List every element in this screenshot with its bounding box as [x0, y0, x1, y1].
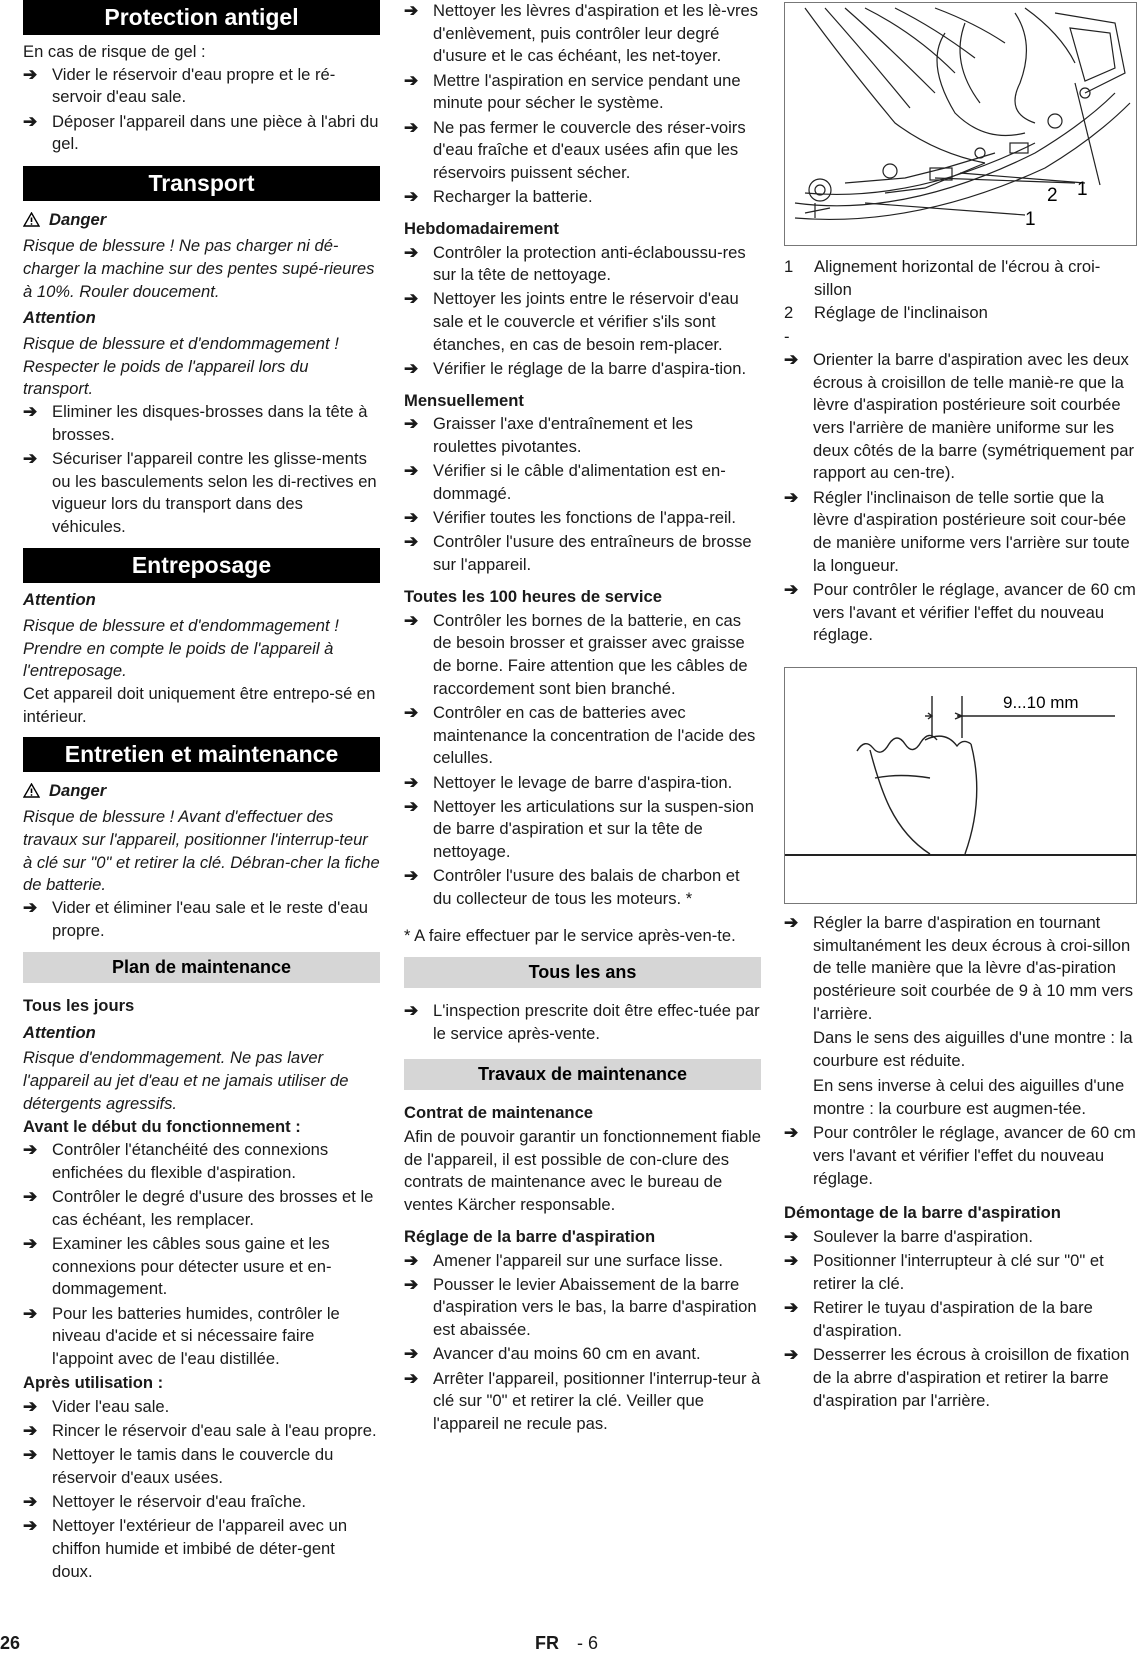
note-clockwise: Dans le sens des aiguilles d'une montre : la courbure est réduite. — [813, 1028, 1133, 1071]
storage-attention-text: Risque de blessure et d'endommagement ! Prendre en compte le poids de l'appareil à l'entreposage. — [23, 616, 339, 681]
list-item: ➔ Nettoyer les lèvres d'aspiration et les lè-vres d'enlèvement, puis contrôler leur degré d'usure et le cas échéant, les net-toyer. — [404, 1, 759, 66]
arrow-icon: ➔ — [404, 1250, 419, 1270]
column-left — [23, 0, 380, 1585]
list-item: ➔ Pour contrôler le réglage, avancer de 60 cm vers l'avant et vérifier l'effet du nouveau réglage. — [784, 579, 1136, 645]
list-item: ➔ Desserrer les écrous à croisillon de fixation de la abrre d'aspiration et retirer la barre d'aspiration par l'arrière. — [784, 1345, 1130, 1410]
list-item: ➔ Graisser l'axe d'entraînement et les roulettes pivotantes. — [404, 414, 693, 457]
list-item: ➔ Pousser le levier Abaissement de la barre d'aspiration vers le bas, la barre d'aspiration est abaissée. — [404, 1274, 757, 1340]
arrow-icon: ➔ — [404, 610, 419, 630]
column-middle — [404, 0, 761, 1437]
arrow-icon: ➔ — [23, 1303, 38, 1323]
list-item: ➔ Nettoyer les joints entre le réservoir d'eau sale et le couvercle et vérifier s'ils sont étanches, en cas de besoin rem-placer. — [404, 289, 739, 354]
arrow-icon: ➔ — [404, 702, 419, 722]
legend-item: 2 Réglage de l'inclinaison — [784, 303, 988, 323]
arrow-icon: ➔ — [404, 187, 419, 207]
section-title-storage: Entreposage — [23, 548, 380, 583]
arrow-icon: ➔ — [404, 1, 419, 20]
squeegee-lip-figure — [784, 667, 1137, 904]
section-title-work: Travaux de maintenance — [404, 1059, 761, 1090]
list-item: ➔ Retirer le tuyau d'aspiration de la bare d'aspiration. — [784, 1298, 1093, 1340]
section-title-maintenance: Entretien et maintenance — [23, 737, 380, 772]
column-right — [784, 0, 1137, 1414]
arrow-icon: ➔ — [784, 1123, 799, 1143]
list-item: ➔ Vérifier toutes les fonctions de l'appa-reil. — [404, 507, 761, 530]
arrow-icon: ➔ — [404, 242, 419, 262]
footnote: * A faire effectuer par le service après-ven-te. — [404, 925, 736, 945]
list-item: ➔ Vider l'eau sale. — [23, 1396, 380, 1419]
arrow-icon: ➔ — [23, 402, 38, 422]
arrow-icon: ➔ — [784, 1345, 799, 1365]
list-item: ➔ Vider et éliminer l'eau sale et le reste d'eau propre. — [23, 898, 368, 940]
arrow-icon: ➔ — [404, 414, 419, 434]
arrow-icon: ➔ — [23, 1234, 38, 1254]
before-heading: Avant le début du fonctionnement : — [23, 1116, 301, 1136]
arrow-icon: ➔ — [404, 461, 419, 481]
list-item: ➔ Contrôler l'étanchéité des connexions enfichées du flexible d'aspiration. — [23, 1140, 329, 1182]
section-title-yearly: Tous les ans — [404, 957, 761, 988]
list-item: ➔ Vider le réservoir d'eau propre et le ré-servoir d'eau sale. — [23, 64, 336, 107]
attention-heading: Attention — [23, 590, 96, 610]
arrow-icon: ➔ — [784, 1251, 799, 1271]
list-item: ➔ Amener l'appareil sur une surface lisse. — [404, 1250, 761, 1273]
arrow-icon: ➔ — [784, 487, 799, 507]
attention-heading: Attention — [23, 308, 96, 328]
arrow-icon: ➔ — [404, 772, 419, 792]
page-number-sub: - 6 — [577, 1633, 599, 1654]
list-item: ➔ Nettoyer les articulations sur la suspen-sion de barre d'aspiration et sur la tête de nettoyage. — [404, 796, 754, 862]
list-item: ➔ L'inspection prescrite doit être effec-tuée par le service après-vente. — [404, 1001, 760, 1044]
arrow-icon: ➔ — [404, 866, 419, 886]
list-item: ➔ Orienter la barre d'aspiration avec les deux écrous à croisillon de telle maniè-re que la lèvre d'aspiration postérieure soit courbée vers l'arrière de manière uniforme sur les deux côtés de la barre (symétriquement par rapport au cen-tre). — [784, 349, 1134, 483]
list-item: ➔ Rincer le réservoir d'eau sale à l'eau propre. — [23, 1420, 380, 1443]
arrow-icon: ➔ — [23, 1187, 38, 1207]
danger-heading: Danger — [23, 780, 380, 803]
daily-attention-text: Risque d'endommagement. Ne pas laver l'appareil au jet d'eau et ne jamais utiliser de détergents agressifs. — [23, 1048, 349, 1113]
adjust-heading: Réglage de la barre d'aspiration — [404, 1226, 656, 1246]
list-item: ➔ Contrôler la protection anti-éclaboussu-res sur la tête de nettoyage. — [404, 242, 746, 285]
squeegee-assembly-drawing — [785, 3, 1136, 245]
note-counterclockwise: En sens inverse à celui des aiguilles d'une montre : la courbure est augmen-tée. — [813, 1075, 1125, 1118]
monthly-heading: Mensuellement — [404, 390, 524, 410]
arrow-icon: ➔ — [784, 912, 799, 932]
contract-heading: Contrat de maintenance — [404, 1103, 594, 1123]
list-item: ➔ Contrôler le degré d'usure des brosses et le cas échéant, les remplacer. — [23, 1187, 374, 1229]
warning-triangle-icon — [23, 783, 40, 798]
list-item: ➔ Régler l'inclinaison de telle sortie que la lèvre d'aspiration postérieure soit cour-bée de manière uniforme vers l'arrière sur toute la longueur. — [784, 487, 1130, 575]
danger-heading: Danger — [23, 209, 380, 232]
arrow-icon: ➔ — [23, 1421, 38, 1441]
hours-100-heading: Toutes les 100 heures de service — [404, 586, 662, 606]
list-item: ➔ Mettre l'aspiration en service pendant une minute pour sécher le système. — [404, 70, 741, 113]
arrow-icon: ➔ — [404, 532, 419, 552]
section-title-transport: Transport — [23, 166, 380, 201]
arrow-icon: ➔ — [23, 898, 38, 918]
list-item: ➔ Déposer l'appareil dans une pièce à l'abri du gel. — [23, 111, 379, 154]
callout-label: 1 — [1077, 179, 1088, 200]
squeegee-lip-drawing — [785, 668, 1136, 903]
arrow-icon: ➔ — [784, 1227, 799, 1247]
arrow-icon: ➔ — [404, 1274, 419, 1294]
list-item: ➔ Contrôler les bornes de la batterie, en cas de besoin brosser et graisser avec graisse de borne. Faire attention que les câbles de raccordement sont bien branché. — [404, 610, 748, 698]
list-item: ➔ Soulever la barre d'aspiration. — [784, 1226, 1137, 1249]
arrow-icon: ➔ — [23, 449, 38, 469]
arrow-icon: ➔ — [404, 289, 419, 309]
language-code: FR — [535, 1633, 559, 1654]
arrow-icon: ➔ — [404, 508, 419, 528]
arrow-icon: ➔ — [404, 70, 419, 90]
list-item: ➔ Positionner l'interrupteur à clé sur "0" et retirer la clé. — [784, 1251, 1104, 1293]
list-item: ➔ Sécuriser l'appareil contre les glisse-ments ou les basculements selon les di-rectives en vigueur lors du transport dans des véhicules. — [23, 449, 377, 537]
list-item: ➔ Contrôler en cas de batteries avec maintenance la concentration de l'acide des celulles. — [404, 702, 756, 768]
list-item: ➔ Recharger la batterie. — [404, 186, 761, 209]
arrow-icon: ➔ — [404, 1001, 419, 1021]
squeegee-assembly-figure — [784, 2, 1137, 246]
frost-intro: En cas de risque de gel : — [23, 42, 206, 61]
page-number-left: 26 — [0, 1633, 21, 1654]
warning-triangle-icon — [23, 212, 40, 227]
list-item: ➔ Arrêter l'appareil, positionner l'interrup-teur à clé sur "0" et retirer la clé. Veiller que l'appareil ne recule pas. — [404, 1368, 761, 1433]
arrow-icon: ➔ — [404, 796, 419, 816]
list-item: ➔ Examiner les câbles sous gaine et les connexions pour détecter usure et en-dommagement. — [23, 1234, 332, 1299]
arrow-icon: ➔ — [23, 1396, 38, 1416]
list-item: ➔ Contrôler l'usure des balais de charbon et du collecteur de tous les moteurs. * — [404, 866, 740, 909]
arrow-icon: ➔ — [23, 1140, 38, 1160]
list-item: ➔ Nettoyer le tamis dans le couvercle du réservoir d'eaux usées. — [23, 1445, 334, 1488]
list-item: ➔ Vérifier le réglage de la barre d'aspira-tion. — [404, 358, 761, 381]
arrow-icon: ➔ — [784, 349, 799, 369]
arrow-icon: ➔ — [404, 1368, 419, 1388]
list-item: ➔ Nettoyer le réservoir d'eau fraîche. — [23, 1491, 380, 1514]
transport-danger-text: Risque de blessure ! Ne pas charger ni dé-charger la machine sur des pentes supé-rieures à 10%. Rouler doucement. — [23, 236, 375, 301]
after-heading: Après utilisation : — [23, 1373, 164, 1393]
attention-heading: Attention — [23, 1022, 96, 1042]
arrow-icon: ➔ — [784, 579, 799, 599]
callout-label: 2 — [1047, 185, 1058, 206]
arrow-icon: ➔ — [404, 359, 419, 379]
callout-label: 1 — [1025, 209, 1036, 230]
list-item: ➔ Nettoyer le levage de barre d'aspira-tion. — [404, 772, 761, 795]
list-item: ➔ Pour les batteries humides, contrôler le niveau d'acide et si nécessaire faire l'appoint avec de l'eau distillée. — [23, 1303, 340, 1369]
dimension-label: 9...10 mm — [1003, 692, 1079, 712]
arrow-icon: ➔ — [404, 117, 419, 137]
contract-text: Afin de pouvoir garantir un fonctionnement fiable de l'appareil, il est possible de con-clure des contrats de maintenance avec le bureau de ventes Kärcher responsable. — [404, 1127, 761, 1215]
section-title-frost: Protection antigel — [23, 0, 380, 35]
list-item: ➔ Eliminer les disques-brosses dans la tête à brosses. — [23, 402, 368, 444]
storage-text: Cet appareil doit uniquement être entrepo-sé en intérieur. — [23, 684, 376, 726]
dismount-heading: Démontage de la barre d'aspiration — [784, 1203, 1061, 1223]
section-title-plan: Plan de maintenance — [23, 952, 380, 983]
arrow-icon: ➔ — [23, 111, 38, 131]
legend-item: 1 Alignement horizontal de l'écrou à croi-sillon — [784, 257, 1101, 299]
list-item: ➔ Contrôler l'usure des entraîneurs de brosse sur l'appareil. — [404, 532, 752, 575]
arrow-icon: ➔ — [23, 1516, 38, 1536]
maintenance-danger-text: Risque de blessure ! Avant d'effectuer des travaux sur l'appareil, positionner l'interrup-teur à clé sur "0" et retirer la clé. Débran-cher la fiche de batterie. — [23, 807, 380, 895]
list-item: ➔ Pour contrôler le réglage, avancer de 60 cm vers l'avant et vérifier l'effet du nouveau réglage. — [784, 1123, 1136, 1188]
arrow-icon: ➔ — [23, 64, 38, 84]
arrow-icon: ➔ — [404, 1344, 419, 1364]
list-item: ➔ Nettoyer l'extérieur de l'appareil avec un chiffon humide et imbibé de déter-gent doux. — [23, 1516, 348, 1581]
legend-dash: - — [784, 327, 790, 347]
arrow-icon: ➔ — [23, 1445, 38, 1465]
weekly-heading: Hebdomadairement — [404, 218, 559, 238]
list-item: ➔ Ne pas fermer le couvercle des réser-voirs d'eau fraîche et d'eaux usées afin que les réservoirs puissent sécher. — [404, 117, 746, 182]
list-item: ➔ Régler la barre d'aspiration en tournant simultanément les deux écrous à croi-sillon de telle manière que la lèvre d'as-piration postérieure soit courbée de 9 à 10 mm vers l'arrière. — [784, 912, 1134, 1023]
transport-attention-text: Risque de blessure et d'endommagement ! Respecter le poids de l'appareil lors du transport. — [23, 334, 339, 399]
arrow-icon: ➔ — [784, 1298, 799, 1318]
daily-heading: Tous les jours — [23, 996, 135, 1015]
list-item: ➔ Avancer d'au moins 60 cm en avant. — [404, 1343, 761, 1366]
arrow-icon: ➔ — [23, 1492, 38, 1512]
list-item: ➔ Vérifier si le câble d'alimentation est en-dommagé. — [404, 461, 726, 504]
